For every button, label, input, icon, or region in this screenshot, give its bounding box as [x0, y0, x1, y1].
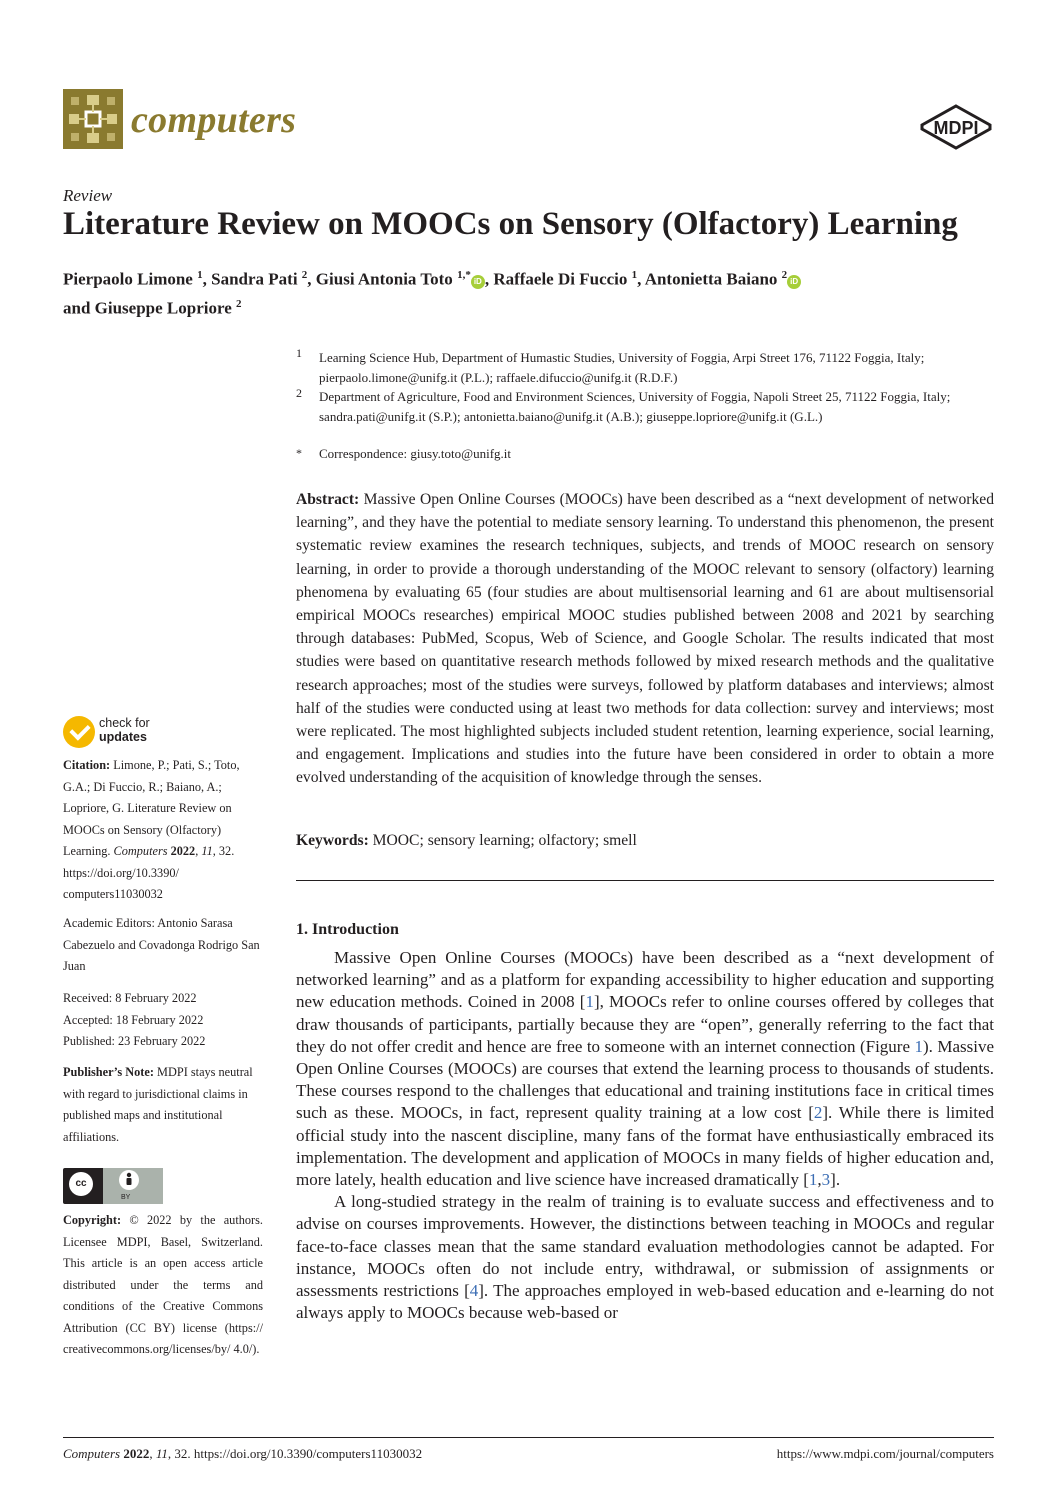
citation-journal: Computers: [113, 844, 168, 858]
section-divider: [296, 880, 994, 881]
author-affil-sup: 2: [301, 269, 308, 281]
citation-link[interactable]: 1: [585, 992, 594, 1012]
author-name[interactable]: , Giusi Antonia Toto: [307, 269, 453, 289]
received-date: Received: 8 February 2022: [63, 991, 197, 1005]
affiliation-number: *: [296, 446, 302, 460]
footer-volume: 11: [155, 1446, 168, 1461]
body-text: [296, 947, 994, 1324]
dates-block: [63, 988, 263, 1053]
updates-label-line2: updates: [99, 730, 147, 744]
footer-doi-link[interactable]: , 32. https://doi.org/10.3390/computers11030032: [167, 1446, 423, 1461]
publisher-note: [63, 1062, 263, 1148]
journal-grid-icon: [63, 89, 123, 149]
mdpi-logo: [918, 104, 994, 155]
affiliation-text: Department of Agriculture, Food and Environment Sciences, University of Foggia, Napoli Street 25, 71122 Foggia, Italy; sandra.pati@unifg.it (S.P.); antonietta.baiano@unifg.it (A.B.); giuseppe.lopriore@unifg.it (G.L.): [319, 389, 951, 424]
citation-label: Citation:: [63, 758, 111, 772]
paragraph-text: ). Massive Open Online Courses (MOOCs) are courses that extend the learning process to thousands of students. These courses respond to the challenges that educational and training institutions face in critical times such as these. MOOCs, in fact, represent quality training at a low cost [: [296, 1036, 994, 1123]
cc-license-badge[interactable]: [63, 1168, 163, 1204]
cc-by-label: BY: [117, 1194, 134, 1201]
citation-doi[interactable]: , 32. https://doi.org/10.3390/ computers11030032: [63, 844, 235, 901]
article-title: Literature Review on MOOCs on Sensory (Olfactory) Learning: [63, 206, 958, 242]
affiliation-number: 2: [296, 386, 302, 400]
footer-journal: Computers: [63, 1446, 121, 1461]
section-heading: 1. Introduction: [296, 921, 399, 938]
author-name[interactable]: , Antonietta Baiano: [637, 269, 778, 289]
author-name[interactable]: , Raffaele Di Fuccio: [484, 269, 628, 289]
figure-link[interactable]: 1: [914, 1036, 923, 1056]
citation-text: Limone, P.; Pati, S.; Toto, G.A.; Di Fuccio, R.; Baiano, A.; Lopriore, G. Literature Review on MOOCs on Sensory (Olfactory) Learning.: [63, 758, 240, 858]
affiliation-text: Learning Science Hub, Department of Humastic Studies, University of Foggia, Arpi Street 176, 71122 Foggia, Italy; pierpaolo.limone@unifg.it (P.L.); raffaele.difuccio@unifg.it (R.D.F.): [319, 350, 925, 385]
author-name[interactable]: , Sandra Pati: [202, 269, 298, 289]
author-affil-sup: 1,*: [457, 269, 471, 281]
keywords-label: Keywords:: [296, 832, 369, 849]
abstract-label: Abstract:: [296, 491, 360, 508]
author-affil-sup: 2: [236, 297, 242, 310]
author-line-1: [63, 263, 963, 292]
cc-icon: cc: [69, 1172, 93, 1196]
footer-divider: [63, 1437, 994, 1438]
author-affil-sup: 1: [631, 269, 638, 281]
citation-year: 2022: [170, 844, 196, 858]
author-list: [63, 263, 963, 320]
affiliation-number: 1: [296, 346, 302, 360]
paragraph-text: ]. The approaches employed in web-based education and e-learning do not always apply to MOOCs because web-based or: [296, 1281, 994, 1323]
check-for-updates-button[interactable]: [63, 714, 223, 750]
published-date: Published: 23 February 2022: [63, 1034, 206, 1048]
publisher-note-label: Publisher’s Note:: [63, 1065, 154, 1079]
copyright-label: Copyright:: [63, 1213, 122, 1227]
journal-name: computers: [131, 99, 297, 141]
publisher-note-text: MDPI stays neutral with regard to jurisdictional claims in published maps and institutional affiliations.: [63, 1065, 253, 1144]
updates-label-line1: check for: [99, 716, 150, 730]
mdpi-logo-text: MDPI: [933, 118, 979, 138]
paragraph-text: A long-studied strategy in the realm of training is to evaluate success and effectiveness and to advise on courses improvements. However, the distinctions between teaching in MOOCs and regular face-to-face classes mean that the same standard evaluation methodologies cannot be adapted. For instance, MOOCs often do not include entry, withdrawal, or submission of assignments or assessments restrictions [: [296, 1192, 994, 1301]
paragraph: [296, 1191, 994, 1324]
abstract-text: Massive Open Online Courses (MOOCs) have been described as a “next development of networked learning”, and they have the potential to mediate sensory learning. To understand this phenomenon, the present systematic review examines the research techniques, subjects, and trends of MOOC research on sensory learning, in order to provide a thorough understanding of the MOOC relevant to sensory (olfactory) learning phenomena by evaluating 65 (four studies are about multisensorial learning and 61 are about multisensorial empirical MOOCs researches) empirical MOOC studies published between 2008 and 2021 by searching through databases: PubMed, Scopus, Web of Science, and Google Scholar. The results indicated that most studies were based on quantitative research methods followed by mixed research methods and the qualitative research approaches; most of the studies were surveys, followed by platform databases and interviews; almost half of the studies were conducted using at least two methods for data collection: survey and interviews; most were replicated. The most highlighted subjects included student retention, learning experience, social learning, and engagement. Implications and studies into the future have been considered in order to obtain a more evolved understanding of the acquisition of knowledge through the senses.: [296, 491, 994, 787]
copyright-text: © 2022 by the authors. Licensee MDPI, Basel, Switzerland. This article is an open access article distributed under the terms and conditions of the Creative Commons Attribution (CC BY) license (https:// creativecommons.org/licenses/by/ 4.0/).: [63, 1213, 263, 1356]
footer-citation: Computers 2022, 11, 32. https://doi.org/10.3390/computers11030032: [63, 1446, 423, 1461]
footer-journal-url[interactable]: https://www.mdpi.com/journal/computers: [776, 1446, 994, 1461]
check-updates-icon: [63, 716, 95, 748]
paragraph-text: Massive Open Online Courses (MOOCs) have been described as a “next development of networked learning” and as a platform for expanding accessibility to higher education and supporting new education methods. Coined in 2008 [: [296, 948, 994, 1012]
article-type: Review: [63, 186, 113, 205]
citation-link[interactable]: 4: [469, 1281, 479, 1301]
abstract: [296, 488, 994, 790]
author-line-2: [63, 292, 963, 321]
paragraph: Massive Open Online Courses (MOOCs) have been described as a “next development of networked learning” and as a platform for expanding accessibility to higher education and supporting new education methods. Coined in 2008 [1], MOOCs refer to online courses offered by colleges that draw thousands of participants, partially because they are “open”, generally referring to the fact that they do not offer credit and hence are free to someone with an internet connection (Figure 1). Massive Open Online Courses (MOOCs) are courses that extend the learning process to thousands of students. These courses respond to the challenges that educational and training institutions face in critical times such as these. MOOCs, in fact, represent quality training at a low cost [2]. While there is limited official study into the nascent discipline, many fans of the format have enthusiastically embraced its implementation. The development and application of MOOCs in many fields of higher education and, more lately, health education and live science have increased dramatically [1,3].: [296, 948, 994, 1190]
paragraph-text: ]. While there is limited official study into the nascent discipline, many fans of the format have enthusiastically embraced its implementation. The development and application of MOOCs in many fields of higher education and, more lately, health education and live science have increased dramatically [: [296, 1103, 994, 1190]
orcid-icon[interactable]: iD: [471, 275, 485, 289]
attribution-person-icon: [119, 1170, 139, 1190]
author-name[interactable]: and Giuseppe Lopriore: [63, 298, 232, 318]
author-affil-sup: 2: [781, 269, 788, 281]
accepted-date: Accepted: 18 February 2022: [63, 1012, 204, 1027]
journal-logo: [63, 89, 123, 149]
paragraph-text: ], MOOCs refer to online courses offered by colleges that draw thousands of participants, partially because they are “open”, generally referring to the fact that they do not offer credit and hence are free to someone with an internet connection (Figure: [296, 992, 994, 1056]
footer-year: 2022: [123, 1446, 150, 1461]
keywords: [296, 832, 994, 850]
author-name[interactable]: Pierpaolo Limone: [63, 269, 193, 289]
correspondence-text: Correspondence: giusy.toto@unifg.it: [319, 446, 512, 461]
keywords-text: MOOC; sensory learning; olfactory; smell: [372, 832, 637, 849]
author-affil-sup: 1: [197, 269, 203, 281]
paragraph-text: ].: [830, 1170, 841, 1190]
citation-block: Citation: Limone, P.; Pati, S.; Toto, G.A.; Di Fuccio, R.; Baiano, A.; Lopriore, G. Literature Review on MOOCs on Sensory (Olfactory) Learning. Computers 2022, 11, 32. https://doi.org/10.3390/ computers11030032: [63, 758, 240, 901]
citation-link[interactable]: 2: [813, 1103, 823, 1123]
orcid-icon[interactable]: iD: [787, 275, 801, 289]
citation-link[interactable]: 3: [821, 1170, 831, 1190]
academic-editors: Academic Editors: Antonio Sarasa Cabezuelo and Covadonga Rodrigo San Juan: [63, 916, 260, 973]
copyright-block: [63, 1210, 263, 1361]
citation-link[interactable]: 1: [808, 1170, 818, 1190]
citation-volume: 11: [201, 844, 213, 858]
